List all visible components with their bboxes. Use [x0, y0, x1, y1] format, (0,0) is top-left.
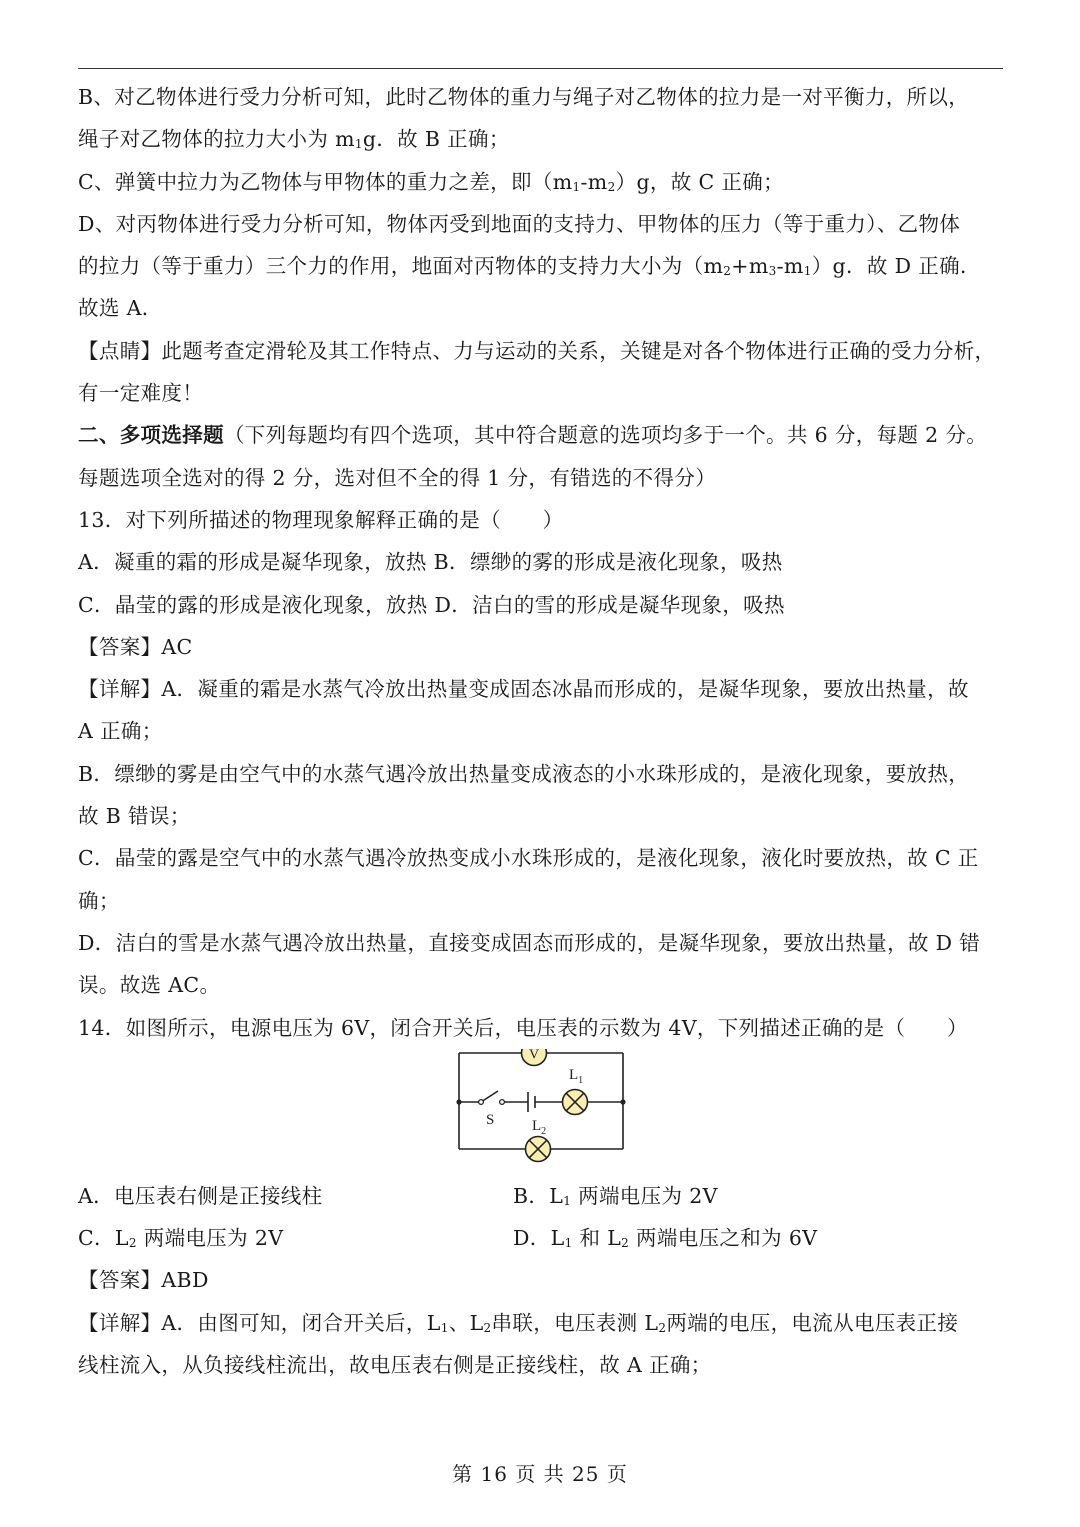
text-line: D．洁白的雪是水蒸气遇冷放出热量，直接变成固态而形成的，是凝华现象，要放出热量，故 D 错	[78, 930, 981, 955]
text-line: D、对丙物体进行受力分析可知，物体丙受到地面的支持力、甲物体的压力（等于重力）、乙物体	[78, 211, 961, 236]
text-line: 确；	[78, 888, 120, 913]
option-b: B．$L_1$ 两端电压为 2V	[513, 1183, 718, 1208]
text-line: C．晶莹的露是空气中的水蒸气遇冷放热变成小水珠形成的，是液化现象，液化时要放热，故 C 正	[78, 846, 979, 871]
option-a: A．电压表右侧是正接线柱	[78, 1183, 323, 1208]
text-line: 的拉力（等于重力）三个力的作用，地面对丙物体的支持力大小为$(m_2+m_3-m_1)g$．故 D 正确．	[78, 254, 981, 279]
text-line: 线柱流入，从负接线柱流出，故电压表右侧是正接线柱，故 A 正确；	[78, 1353, 712, 1378]
switch-label: S	[486, 1111, 495, 1128]
text-line: 每题选项全选对的得 2 分，选对但不全的得 1 分，有错选的不得分）	[78, 465, 717, 490]
junction-dot	[620, 1099, 625, 1104]
option-d: D．$L_1$ 和 $L_2$ 两端电压之和为 6V	[513, 1226, 818, 1251]
question-14: 14．如图所示，电源电压为 6V，闭合开关后，电压表的示数为 4V，下列描述正确的是（ ）	[78, 1015, 968, 1040]
lamp-l1-label: $L_1$	[569, 1066, 584, 1086]
question-13-options: A．凝重的霜的形成是凝华现象，放热 B．缥缈的雾的形成是液化现象，吸热	[78, 550, 783, 575]
switch-terminal	[500, 1099, 505, 1104]
comment-line: 有一定难度！	[78, 381, 204, 406]
answer-14: 【答案】ABD	[78, 1268, 209, 1293]
question-14-options	[78, 1217, 1003, 1259]
junction-dot	[456, 1099, 461, 1104]
section-heading: 二、多项选择题（下列每题均有四个选项，其中符合题意的选项均多于一个。共 6 分，每题 2 分。	[78, 423, 988, 448]
text-line: 绳子对乙物体的拉力大小为 $m_1g$．故 B 正确；	[78, 127, 510, 152]
header-rule	[78, 68, 1003, 69]
text-line: C、弹簧中拉力为乙物体与甲物体的重力之差，即$(m_1-m_2)g$，故 C 正确；	[78, 169, 784, 194]
circuit-diagram	[78, 1049, 1003, 1175]
question-13-options: C．晶莹的露的形成是液化现象，放热 D．洁白的雪的形成是凝华现象，吸热	[78, 592, 785, 617]
text-line: 故选 A．	[78, 296, 163, 321]
page-content	[78, 76, 1003, 1386]
text-line: B、对乙物体进行受力分析可知，此时乙物体的重力与绳子对乙物体的拉力是一对平衡力，所以，	[78, 85, 970, 109]
text-line: 故 B 错误；	[78, 804, 191, 829]
lamp-l2-icon	[526, 1136, 551, 1161]
section-title: 二、多项选择题	[78, 423, 224, 448]
answer-13: 【答案】AC	[78, 634, 193, 659]
lamp-l2-label: $L_2$	[532, 1117, 547, 1137]
comment-line: 【点睛】此题考查定滑轮及其工作特点、力与运动的关系，关键是对各个物体进行正确的受力分析，	[78, 338, 996, 363]
page-footer: 第 16 页 共 25 页	[452, 1462, 628, 1486]
option-c: C．$L_2$ 两端电压为 2V	[78, 1226, 284, 1251]
voltmeter-label: V	[528, 1048, 540, 1063]
text-line: A 正确；	[78, 719, 163, 744]
lamp-l1-icon	[563, 1089, 588, 1114]
text-line: B．缥缈的雾是由空气中的水蒸气遇冷放出热量变成液态的小水珠形成的，是液化现象，要放热，	[78, 761, 970, 786]
voltmeter-icon	[522, 1049, 547, 1066]
question-13: 13．对下列所描述的物理现象解释正确的是（ ）	[78, 507, 564, 532]
text-line: 【详解】A．凝重的霜是水蒸气冷放出热量变成固态冰晶而形成的，是凝华现象，要放出热量，故	[78, 677, 969, 702]
switch-terminal	[479, 1099, 484, 1104]
text-line: 误。故选 AC。	[78, 973, 221, 998]
text-line: 【详解】A．由图可知，闭合开关后，$L_1$、$L_2$串联，电压表测 $L_2$两端的电压，电流从电压表正接	[78, 1310, 959, 1335]
circuit-svg	[451, 1049, 631, 1175]
question-14-options	[78, 1175, 1003, 1217]
